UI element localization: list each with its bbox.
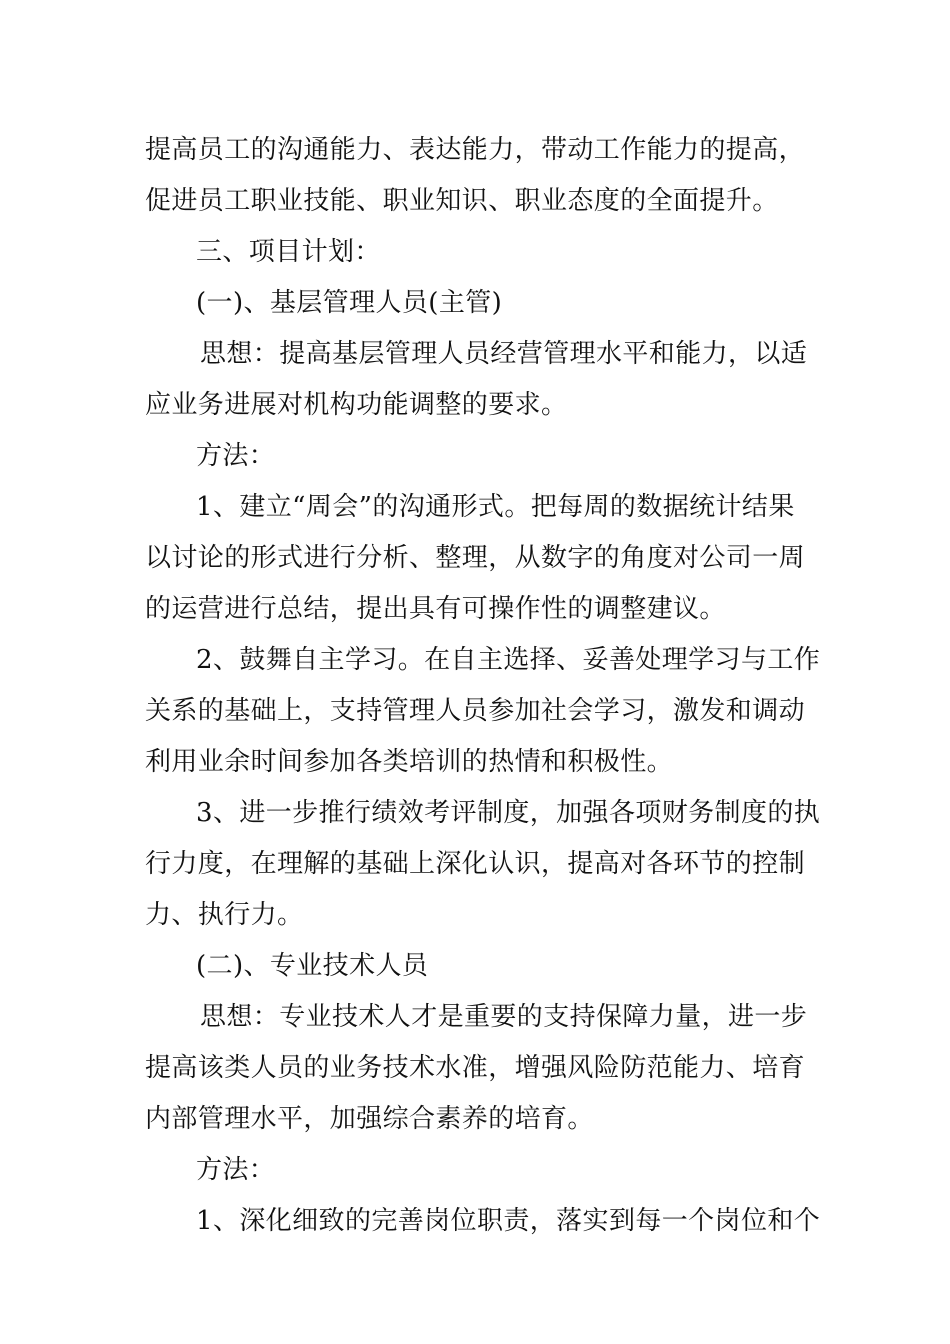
text-line-18: 思想：专业技术人才是重要的支持保障力量，进一步 [200,1002,808,1032]
text-line-9: 以讨论的形式进行分析、整理，从数字的角度对公司一周 [145,543,806,573]
text-line-2: 促进员工职业技能、职业知识、职业态度的全面提升。 [145,186,779,216]
method-label-1: 方法： [196,441,276,471]
text-line-15: 行力度，在理解的基础上深化认识，提高对各环节的控制 [145,849,806,879]
text-line-10: 的运营进行总结，提出具有可操作性的调整建议。 [145,594,726,624]
subsection-heading-1: (一)、基层管理人员(主管) [196,288,503,318]
text-line-19: 提高该类人员的业务技术水准，增强风险防范能力、培育 [145,1053,806,1083]
text-line-22: 1、深化细致的完善岗位职责，落实到每一个岗位和个 [196,1206,821,1236]
text-line-12: 关系的基础上，支持管理人员参加社会学习，激发和调动 [145,696,806,726]
subsection-heading-2: (二)、专业技术人员 [196,951,429,981]
text-line-16: 力、执行力。 [145,900,304,930]
text-line-14: 3、进一步推行绩效考评制度，加强各项财务制度的执 [196,798,821,828]
text-line-11: 2、鼓舞自主学习。在自主选择、妥善处理学习与工作 [196,645,821,675]
text-line-13: 利用业余时间参加各类培训的热情和积极性。 [145,747,674,777]
text-line-6: 应业务进展对机构功能调整的要求。 [145,390,568,420]
section-heading-project-plan: 三、项目计划： [196,237,381,267]
method-label-2: 方法： [196,1155,276,1185]
text-line-8: 1、建立“周会”的沟通形式。把每周的数据统计结果 [196,492,795,522]
text-line-1: 提高员工的沟通能力、表达能力，带动工作能力的提高， [145,135,806,165]
text-line-5: 思想：提高基层管理人员经营管理水平和能力，以适 [200,339,808,369]
text-line-20: 内部管理水平，加强综合素养的培育。 [145,1104,594,1134]
